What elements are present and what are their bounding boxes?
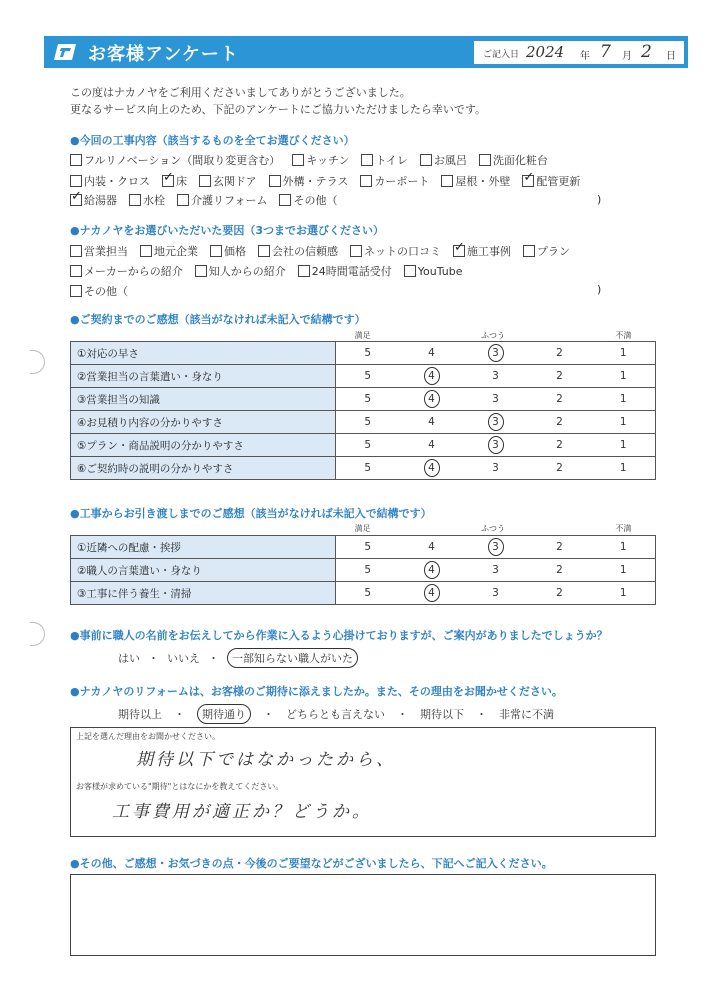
checkbox[interactable] xyxy=(404,265,416,277)
option-label: トイレ xyxy=(375,154,408,167)
rating-option[interactable] xyxy=(464,388,528,411)
rating-option[interactable] xyxy=(400,536,464,559)
q1-option[interactable] xyxy=(441,173,510,189)
rating-question: ①近隣への配慮・挨拶 xyxy=(71,536,336,559)
q4-scale-labels xyxy=(330,523,656,534)
checkbox[interactable] xyxy=(70,245,82,257)
rating-value: 1 xyxy=(619,393,627,405)
option-label: お風呂 xyxy=(433,154,467,167)
option-label: 知人からの紹介 xyxy=(208,265,286,278)
rating-option[interactable] xyxy=(336,457,400,480)
q2-close-paren: ) xyxy=(597,283,602,296)
rating-option[interactable] xyxy=(400,388,464,411)
intro-line: 更なるサービス向上のため、下記のアンケートにご協力いただけましたら幸いです。 xyxy=(70,103,487,116)
q6-options xyxy=(118,704,554,724)
checkbox[interactable] xyxy=(350,245,362,257)
q1-option-row xyxy=(70,192,337,208)
reason-prompt: 上記を選んだ理由をお聞かせください。 xyxy=(76,732,220,741)
page-title: お客様アンケート xyxy=(88,44,239,65)
checkbox[interactable] xyxy=(360,175,372,187)
q1-option[interactable] xyxy=(177,192,267,208)
rating-value: 4 xyxy=(428,439,435,451)
q6-option[interactable]: どちらとも言えない xyxy=(286,708,385,721)
q4-rating-table xyxy=(70,535,656,605)
rating-option[interactable] xyxy=(464,365,528,388)
option-label: 玄関ドア xyxy=(213,175,257,188)
rating-value: 5 xyxy=(364,416,372,428)
rating-option[interactable] xyxy=(528,388,592,411)
rating-option[interactable] xyxy=(336,582,400,605)
q5-options xyxy=(118,648,358,668)
rating-value: 2 xyxy=(556,462,563,474)
rating-option[interactable] xyxy=(464,342,528,365)
rating-option[interactable] xyxy=(464,411,528,434)
rating-value: 4 xyxy=(424,367,440,385)
q1-option[interactable] xyxy=(70,173,150,189)
option-label: その他（ xyxy=(293,194,338,207)
rating-option[interactable] xyxy=(528,411,592,434)
separator: ・ xyxy=(148,652,159,665)
option-label: 屋根・外壁 xyxy=(455,175,511,188)
q1-option[interactable] xyxy=(292,152,349,168)
option-label: 会社の信頼感 xyxy=(272,245,338,258)
rating-value: 2 xyxy=(556,416,563,428)
checkbox[interactable] xyxy=(420,154,432,166)
checkbox[interactable] xyxy=(129,194,141,206)
q1-option[interactable] xyxy=(361,152,407,168)
q2-heading: ●ナカノヤをお選びいただいた要因（3つまでお選びください） xyxy=(70,224,385,237)
rating-value: 4 xyxy=(428,541,435,553)
separator: ・ xyxy=(263,708,274,721)
q1-heading: ●今回の工事内容（該当するものを全てお選びください） xyxy=(70,134,355,147)
rating-row xyxy=(71,559,656,582)
rating-value: 1 xyxy=(619,416,627,428)
q2-option[interactable] xyxy=(350,243,441,259)
q1-option[interactable] xyxy=(522,173,580,189)
q2-option-row xyxy=(70,283,128,299)
intro-line: この度はナカノヤをご利用くださいましてありがとうございました。 xyxy=(70,86,411,99)
separator: ・ xyxy=(476,708,487,721)
rating-option[interactable] xyxy=(592,457,656,480)
q6-option[interactable]: 非常に不満 xyxy=(499,708,554,721)
rating-value: 4 xyxy=(428,347,435,359)
scale-label-1: 不満 xyxy=(615,331,632,340)
rating-value: 2 xyxy=(556,564,563,576)
q1-option[interactable] xyxy=(479,152,548,168)
q2-option[interactable] xyxy=(195,263,286,279)
rating-option[interactable] xyxy=(528,536,592,559)
rating-value: 4 xyxy=(424,584,440,602)
q1-option[interactable] xyxy=(70,192,117,208)
checkbox[interactable] xyxy=(479,154,491,166)
option-label: キッチン xyxy=(306,154,350,167)
scale-label-5: 満足 xyxy=(354,331,371,340)
rating-row xyxy=(71,342,656,365)
q5-option[interactable]: いいえ xyxy=(167,652,200,665)
q1-option-row xyxy=(70,173,580,189)
checkbox[interactable] xyxy=(162,175,174,187)
rating-value: 3 xyxy=(492,564,499,576)
rating-option[interactable] xyxy=(400,582,464,605)
rating-question: ⑤プラン・商品説明の分かりやすさ xyxy=(71,434,336,457)
rating-option[interactable] xyxy=(528,457,592,480)
q7-heading: ●その他、ご感想・お気づきの点・今後のご要望などがございましたら、下記へご記入ください。 xyxy=(70,857,553,870)
rating-question: ⑥ご契約時の説明の分かりやすさ xyxy=(71,457,336,480)
rating-option[interactable] xyxy=(592,342,656,365)
q2-option[interactable] xyxy=(453,243,511,259)
checkbox[interactable] xyxy=(70,154,82,166)
scale-label-5: 満足 xyxy=(354,524,371,533)
q2-option[interactable] xyxy=(258,243,338,259)
option-label: その他（ xyxy=(84,285,128,298)
checkbox[interactable] xyxy=(70,265,82,277)
rating-option[interactable] xyxy=(336,342,400,365)
rating-option[interactable] xyxy=(400,342,464,365)
date-day[interactable]: 2 xyxy=(641,42,652,62)
q6-heading: ●ナカノヤのリフォームは、お客様のご期待に添えましたか。また、その理由をお聞かせください。 xyxy=(70,685,563,698)
rating-option[interactable] xyxy=(336,365,400,388)
scale-label-4 xyxy=(395,330,460,341)
checkbox[interactable] xyxy=(453,245,465,257)
separator: ・ xyxy=(208,652,219,665)
rating-value: 3 xyxy=(488,538,504,556)
rating-value: 1 xyxy=(619,462,627,474)
q1-option[interactable] xyxy=(129,192,165,208)
rating-option[interactable] xyxy=(464,434,528,457)
option-label: 洗面化粧台 xyxy=(492,154,548,167)
rating-option[interactable] xyxy=(592,411,656,434)
rating-row xyxy=(71,388,656,411)
checkbox[interactable] xyxy=(210,245,222,257)
scale-label-1: 不満 xyxy=(615,524,632,533)
rating-value: 5 xyxy=(364,541,372,553)
q2-option[interactable] xyxy=(70,283,128,299)
rating-value: 3 xyxy=(488,344,504,362)
q1-option[interactable] xyxy=(279,192,337,208)
rating-option[interactable] xyxy=(592,388,656,411)
rating-option[interactable] xyxy=(400,434,464,457)
option-label: メーカーからの紹介 xyxy=(84,265,183,278)
q1-option[interactable] xyxy=(70,152,280,168)
q1-option[interactable] xyxy=(420,152,467,168)
rating-option[interactable] xyxy=(528,582,592,605)
rating-row xyxy=(71,434,656,457)
rating-option[interactable] xyxy=(464,559,528,582)
q1-option[interactable] xyxy=(269,173,349,189)
q1-option[interactable] xyxy=(199,173,257,189)
rating-value: 1 xyxy=(619,564,627,576)
rating-value: 4 xyxy=(424,459,440,477)
q2-option[interactable] xyxy=(210,243,246,259)
rating-row xyxy=(71,411,656,434)
checkbox[interactable] xyxy=(279,194,291,206)
q5-option[interactable]: はい xyxy=(118,652,140,665)
rating-value: 4 xyxy=(424,561,440,579)
rating-question: ①対応の早さ xyxy=(71,342,336,365)
option-label: 介護リフォーム xyxy=(191,194,268,207)
rating-option[interactable] xyxy=(336,411,400,434)
rating-question: ③工事に伴う養生・清掃 xyxy=(71,582,336,605)
q1-option[interactable] xyxy=(360,173,429,189)
q1-option[interactable] xyxy=(162,173,187,189)
rating-option[interactable] xyxy=(336,434,400,457)
option-label: プラン xyxy=(537,245,570,258)
rating-value: 2 xyxy=(556,347,563,359)
date-label: ご記入日 xyxy=(483,50,520,60)
rating-row xyxy=(71,365,656,388)
rating-option[interactable] xyxy=(464,536,528,559)
option-label: 施工事例 xyxy=(467,245,511,258)
rating-value: 2 xyxy=(556,541,563,553)
rating-value: 2 xyxy=(556,439,563,451)
q4-heading: ●工事からお引き渡しまでのご感想（該当がなければ未記入で結構です） xyxy=(70,507,432,520)
rating-value: 2 xyxy=(556,587,563,599)
q2-option-row xyxy=(70,243,570,259)
rating-value: 3 xyxy=(492,370,499,382)
checkbox[interactable] xyxy=(70,175,82,187)
checkbox[interactable] xyxy=(140,245,152,257)
rating-option[interactable] xyxy=(400,365,464,388)
q1-close-paren: ) xyxy=(597,193,602,206)
q2-option[interactable] xyxy=(523,243,570,259)
separator: ・ xyxy=(174,708,185,721)
q2-option-row xyxy=(70,263,463,279)
free-comment-box[interactable] xyxy=(70,874,656,956)
punch-hole xyxy=(30,350,45,374)
date-month[interactable]: 7 xyxy=(600,42,611,62)
scale-label-2 xyxy=(526,330,591,341)
rating-option[interactable] xyxy=(592,559,656,582)
rating-option[interactable] xyxy=(336,559,400,582)
expect-answer[interactable]: 工事費用が適正か？どうか。 xyxy=(112,802,372,822)
punch-hole xyxy=(30,622,45,646)
checkbox[interactable] xyxy=(177,194,189,206)
rating-value: 3 xyxy=(492,393,499,405)
date-month-unit: 月 xyxy=(622,51,632,62)
date-year-unit: 年 xyxy=(580,51,590,62)
logo-icon xyxy=(54,42,76,62)
rating-value: 3 xyxy=(488,436,504,454)
q2-option[interactable] xyxy=(140,243,198,259)
q3-heading: ●ご契約までのご感想（該当がなければ未記入で結構です） xyxy=(70,313,366,326)
expect-prompt: お客様が求めている"期待"とはなにかを教えてください。 xyxy=(76,782,284,791)
rating-option[interactable] xyxy=(400,559,464,582)
q3-rating-table xyxy=(70,341,656,480)
rating-value: 4 xyxy=(424,390,440,408)
rating-option[interactable] xyxy=(592,582,656,605)
checkbox[interactable] xyxy=(269,175,281,187)
rating-value: 5 xyxy=(364,439,372,451)
q2-option[interactable] xyxy=(298,263,392,279)
rating-value: 5 xyxy=(364,347,372,359)
rating-row xyxy=(71,457,656,480)
checkbox[interactable] xyxy=(195,265,207,277)
rating-option[interactable] xyxy=(336,536,400,559)
option-label: 配管更新 xyxy=(536,175,581,188)
option-label: 営業担当 xyxy=(84,245,128,258)
rating-value: 5 xyxy=(364,370,372,382)
option-label: 給湯器 xyxy=(84,194,117,207)
rating-value: 1 xyxy=(619,587,627,599)
q1-option-row xyxy=(70,152,548,168)
rating-value: 1 xyxy=(619,439,627,451)
rating-value: 3 xyxy=(488,413,504,431)
rating-value: 5 xyxy=(364,393,372,405)
rating-option[interactable] xyxy=(400,457,464,480)
rating-option[interactable] xyxy=(528,342,592,365)
q2-option[interactable] xyxy=(70,263,183,279)
q6-option[interactable]: 期待以下 xyxy=(420,708,464,721)
option-label: 24時間電話受付 xyxy=(311,265,392,278)
scale-label-3: ふつう xyxy=(481,524,505,533)
checkbox[interactable] xyxy=(292,154,304,166)
rating-option[interactable] xyxy=(528,365,592,388)
rating-row xyxy=(71,536,656,559)
rating-option[interactable] xyxy=(464,582,528,605)
option-label: 外構・テラス xyxy=(282,175,349,188)
rating-option[interactable] xyxy=(464,457,528,480)
checkbox[interactable] xyxy=(522,175,534,187)
reason-answer[interactable]: 期待以下ではなかったから、 xyxy=(136,750,396,770)
rating-value: 1 xyxy=(619,347,627,359)
rating-row xyxy=(71,582,656,605)
checkbox[interactable] xyxy=(70,194,82,206)
rating-value: 4 xyxy=(428,416,435,428)
rating-option[interactable] xyxy=(528,434,592,457)
option-label: カーポート xyxy=(374,175,430,188)
scale-label-3: ふつう xyxy=(481,331,505,340)
rating-option[interactable] xyxy=(592,434,656,457)
option-label: 水栓 xyxy=(143,194,165,207)
option-label: 地元企業 xyxy=(154,245,198,258)
rating-option[interactable] xyxy=(592,536,656,559)
q2-option[interactable] xyxy=(404,265,463,278)
date-year[interactable]: 2024 xyxy=(526,43,565,61)
rating-value: 2 xyxy=(556,393,563,405)
q6-option[interactable]: 期待以上 xyxy=(118,708,162,721)
checkbox[interactable] xyxy=(298,265,310,277)
rating-option[interactable] xyxy=(592,365,656,388)
q2-option[interactable] xyxy=(70,243,128,259)
rating-question: ④お見積り内容の分かりやすさ xyxy=(71,411,336,434)
scale-label-2 xyxy=(526,523,591,534)
rating-value: 2 xyxy=(556,370,563,382)
rating-question: ②営業担当の言葉遣い・身なり xyxy=(71,365,336,388)
checkbox[interactable] xyxy=(70,285,82,297)
checkbox[interactable] xyxy=(441,175,453,187)
rating-question: ③営業担当の知識 xyxy=(71,388,336,411)
q5-option[interactable]: 一部知らない職人がいた xyxy=(227,648,358,668)
checkbox[interactable] xyxy=(258,245,270,257)
q5-heading: ●事前に職人の名前をお伝えしてから作業に入るよう心掛けておりますが、ご案内がありましたでしょうか？ xyxy=(70,629,608,642)
option-label: ネットの口コミ xyxy=(364,245,441,258)
option-label: 内装・クロス xyxy=(84,175,150,188)
checkbox[interactable] xyxy=(361,154,373,166)
rating-option[interactable] xyxy=(400,411,464,434)
rating-option[interactable] xyxy=(336,388,400,411)
separator: ・ xyxy=(397,708,408,721)
rating-value: 5 xyxy=(364,564,372,576)
q6-option[interactable]: 期待通り xyxy=(197,704,251,724)
rating-option[interactable] xyxy=(528,559,592,582)
checkbox[interactable] xyxy=(199,175,211,187)
date-day-unit: 日 xyxy=(666,51,676,62)
rating-value: 1 xyxy=(619,541,627,553)
rating-value: 3 xyxy=(492,587,499,599)
option-label: 床 xyxy=(176,175,187,188)
option-label: YouTube xyxy=(417,264,463,278)
rating-question: ②職人の言葉遣い・身なり xyxy=(71,559,336,582)
option-label: フルリノベーション（間取り変更含む） xyxy=(84,154,281,167)
rating-value: 1 xyxy=(619,370,627,382)
rating-value: 3 xyxy=(492,462,499,474)
scale-label-4 xyxy=(395,523,460,534)
option-label: 価格 xyxy=(224,245,246,258)
rating-value: 5 xyxy=(364,587,372,599)
rating-value: 5 xyxy=(364,462,372,474)
checkbox[interactable] xyxy=(523,245,535,257)
q3-scale-labels xyxy=(330,330,656,341)
